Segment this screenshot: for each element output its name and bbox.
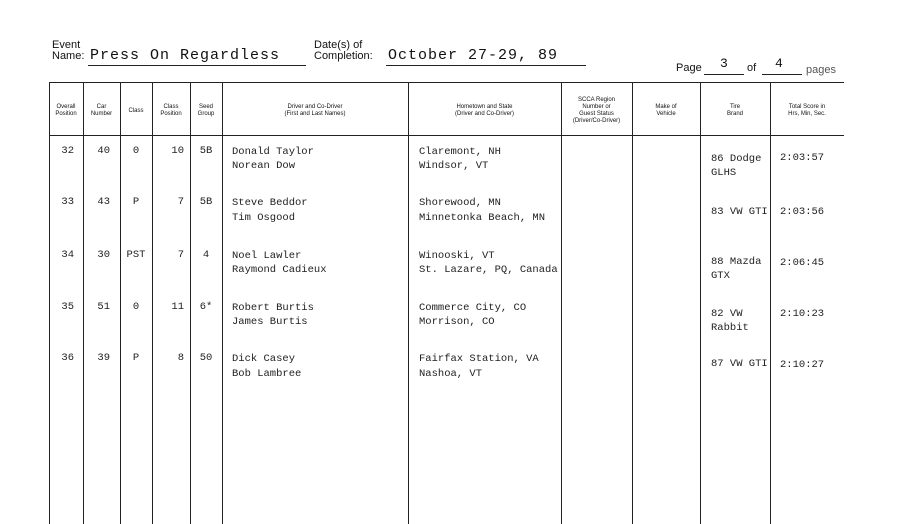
col-divider: [222, 82, 223, 524]
tire-brand-line2: Rabbit: [711, 322, 749, 334]
hometown-driver: Winooski, VT: [419, 250, 495, 262]
hometown-codriver: Morrison, CO: [419, 316, 495, 328]
page-label: Page: [676, 62, 702, 74]
col-header-text: Hrs, Min, Sec.: [788, 111, 826, 117]
class-position: 8: [177, 352, 184, 364]
col-header-car: [83, 104, 120, 118]
event-label-line1: Event: [52, 39, 81, 51]
col-divider: [49, 82, 50, 524]
col-header-text: Class: [128, 108, 144, 114]
col-header-text: (First and Last Names): [284, 111, 346, 117]
col-divider: [770, 82, 771, 524]
driver-name: Steve Beddor: [232, 197, 308, 209]
table-header-rule: [49, 135, 844, 136]
car-number: 39: [97, 352, 110, 364]
col-header-text: Tire: [729, 104, 741, 110]
event-label: [52, 40, 84, 62]
col-header-tire: [700, 104, 770, 118]
col-header-make: [632, 104, 700, 118]
overall-position: 35: [61, 301, 74, 313]
col-header-text: Seed: [198, 104, 213, 110]
col-header-class: [120, 108, 152, 115]
col-header-text: Group: [197, 111, 215, 117]
col-header-text: Position: [160, 111, 182, 117]
hometown-codriver: Nashoa, VT: [419, 368, 483, 380]
class-position: 7: [177, 196, 184, 208]
tire-brand: 88 Mazda: [711, 256, 762, 268]
tire-brand: 87 VW GTI: [711, 358, 768, 370]
driver-name: Dick Casey: [232, 353, 296, 365]
col-divider: [700, 82, 701, 524]
col-header-text: Number: [90, 111, 113, 117]
col-header-text: Position: [55, 111, 77, 117]
event-name-underline: [88, 65, 306, 66]
page-number: 3: [720, 56, 728, 71]
seed-group: 5B: [199, 145, 213, 157]
overall-position: 34: [61, 249, 74, 261]
of-label: of: [747, 62, 757, 74]
col-header-text: Overall: [56, 104, 76, 110]
col-header-text: Vehicle: [656, 111, 676, 117]
driver-name: Noel Lawler: [232, 250, 302, 262]
seed-group: 6*: [199, 301, 213, 313]
tire-brand: 82 VW: [711, 308, 743, 320]
hometown-driver: Claremont, NH: [419, 146, 501, 158]
dates-label: [314, 40, 373, 62]
col-header-text: Hometown and State: [456, 104, 513, 110]
col-header-total-score: [770, 104, 844, 118]
pages-label: pages: [806, 64, 836, 76]
dates-label-line2: Completion:: [314, 50, 373, 62]
col-divider: [83, 82, 84, 524]
codriver-name: Bob Lambree: [232, 368, 302, 380]
col-header-text: SCCA Region Number or Guest Status (Driver/Co-Driver): [572, 97, 621, 124]
hometown-codriver: Windsor, VT: [419, 160, 489, 172]
total-score: 2:03:56: [780, 206, 825, 218]
class-position: 11: [171, 301, 184, 313]
col-header-scca-region: [561, 90, 632, 132]
car-number: 51: [97, 301, 110, 313]
col-header-text: Total Score in: [788, 104, 826, 110]
car-number: 30: [97, 249, 110, 261]
codriver-name: Tim Osgood: [232, 212, 296, 224]
col-header-driver: [222, 104, 408, 118]
col-header-class-position: [152, 104, 190, 118]
car-number: 40: [97, 145, 110, 157]
hometown-codriver: St. Lazare, PQ, Canada: [419, 264, 558, 276]
car-number: 43: [97, 196, 110, 208]
table-top-rule: [49, 82, 844, 83]
hometown-driver: Commerce City, CO: [419, 302, 527, 314]
seed-group: 5B: [199, 196, 213, 208]
hometown-codriver: Minnetonka Beach, MN: [419, 212, 546, 224]
codriver-name: Raymond Cadieux: [232, 264, 327, 276]
col-divider: [632, 82, 633, 524]
hometown-driver: Shorewood, MN: [419, 197, 501, 209]
col-header-overall: [49, 104, 83, 118]
driver-name: Robert Burtis: [232, 302, 314, 314]
col-header-hometown: [408, 104, 561, 118]
tire-brand-line2: GTX: [711, 270, 730, 282]
tire-brand: 86 Dodge: [711, 153, 762, 165]
page-total-underline: [762, 74, 802, 75]
total-score: 2:10:23: [780, 308, 825, 320]
class: P: [132, 352, 140, 364]
class: 0: [132, 301, 140, 313]
col-divider: [561, 82, 562, 524]
col-header-text: (Driver and Co-Driver): [454, 111, 514, 117]
overall-position: 32: [61, 145, 74, 157]
overall-position: 36: [61, 352, 74, 364]
dates-underline: [386, 65, 586, 66]
codriver-name: James Burtis: [232, 316, 308, 328]
class-position: 7: [177, 249, 184, 261]
event-name: Press On Regardless: [90, 47, 281, 64]
seed-group: 50: [199, 352, 213, 364]
col-header-seed: [190, 104, 222, 118]
total-score: 2:03:57: [780, 152, 825, 164]
completion-dates: October 27-29, 89: [388, 47, 559, 64]
col-header-text: Make of: [655, 104, 677, 110]
tire-brand-line2: GLHS: [711, 167, 737, 179]
dates-label-line1: Date(s) of: [314, 39, 363, 51]
tire-brand: 83 VW GTI: [711, 206, 768, 218]
total-score: 2:10:27: [780, 359, 825, 371]
col-header-text: Brand: [726, 111, 743, 117]
class: PST: [126, 249, 146, 261]
col-header-text: Driver and Co-Driver: [287, 104, 343, 110]
total-score: 2:06:45: [780, 257, 825, 269]
driver-name: Donald Taylor: [232, 146, 314, 158]
page-number-underline: [704, 74, 744, 75]
class: 0: [132, 145, 140, 157]
class-position: 10: [171, 145, 184, 157]
seed-group: 4: [202, 249, 210, 261]
page-total: 4: [775, 56, 783, 71]
col-divider: [408, 82, 409, 524]
hometown-driver: Fairfax Station, VA: [419, 353, 539, 365]
col-header-text: Class: [163, 104, 179, 110]
codriver-name: Norean Dow: [232, 160, 296, 172]
class: P: [132, 196, 140, 208]
event-label-line2: Name:: [52, 50, 85, 62]
col-header-text: Car: [96, 104, 107, 110]
overall-position: 33: [61, 196, 74, 208]
